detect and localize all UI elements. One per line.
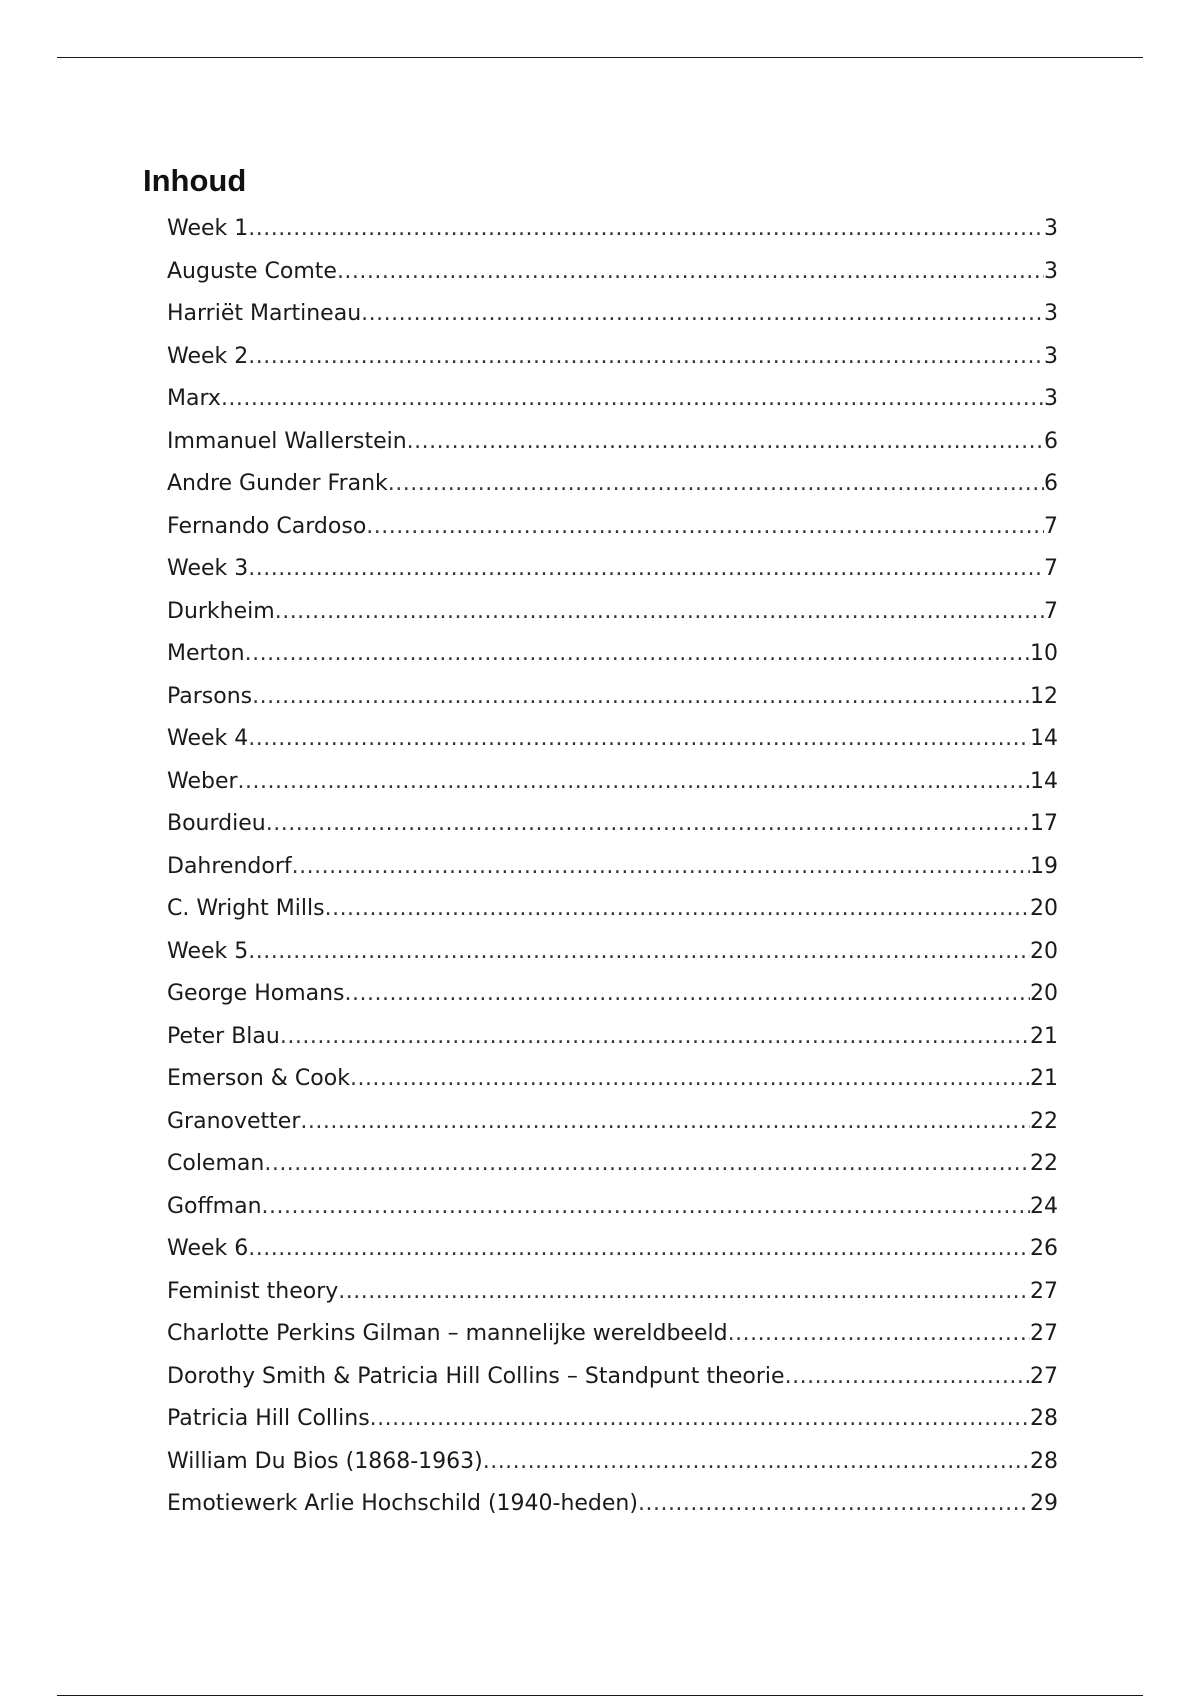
toc-dot-leader <box>350 1058 1030 1101</box>
toc-entry[interactable] <box>167 293 1058 336</box>
toc-entry-title: C. Wright Mills <box>167 896 325 921</box>
toc-entry-page-number: 3 <box>1044 301 1058 326</box>
toc-entry-title: William Du Bios (1868-1963) <box>167 1448 483 1474</box>
toc-entry-page-number: 3 <box>1044 258 1058 284</box>
toc-entry-page-number: 6 <box>1044 471 1058 496</box>
toc-entry[interactable] <box>167 633 1058 676</box>
toc-entry[interactable] <box>167 846 1058 889</box>
toc-entry[interactable] <box>167 1398 1058 1441</box>
toc-entry-title: Dahrendorf <box>167 853 292 879</box>
toc-entry-title: Week 4 <box>167 726 249 751</box>
toc-entry-page-number: 21 <box>1030 1023 1058 1049</box>
toc-dot-leader <box>483 1441 1030 1484</box>
toc-entry-title: Merton <box>167 641 245 666</box>
table-of-contents <box>143 162 1058 1526</box>
toc-entry-page-number: 20 <box>1030 938 1058 964</box>
toc-entry[interactable] <box>167 803 1058 846</box>
toc-entry-title: Immanuel Wallerstein <box>167 428 407 454</box>
toc-entry-page-number: 21 <box>1030 1066 1058 1091</box>
toc-entry-title: Fernando Cardoso <box>167 513 367 539</box>
toc-entry[interactable] <box>167 718 1058 761</box>
header-rule <box>57 57 1143 58</box>
toc-dot-leader <box>338 1271 1030 1314</box>
toc-dot-leader <box>366 506 1044 549</box>
toc-dot-leader <box>292 846 1030 889</box>
toc-entry-title: Harriët Martineau <box>167 301 362 326</box>
toc-entry-title: Auguste Comte <box>167 258 337 284</box>
toc-entry-title: Charlotte Perkins Gilman – mannelijke wereldbeeld <box>167 1321 728 1346</box>
toc-dot-leader <box>407 421 1044 464</box>
toc-dot-leader <box>248 1228 1030 1271</box>
toc-entry-title: Andre Gunder Frank <box>167 471 388 496</box>
toc-entry-page-number: 10 <box>1030 641 1058 666</box>
toc-entry[interactable] <box>167 506 1058 549</box>
toc-entry-title: Marx <box>167 386 221 411</box>
toc-entry[interactable] <box>167 251 1058 294</box>
toc-entry-page-number: 27 <box>1030 1321 1058 1346</box>
toc-entry[interactable] <box>167 761 1058 804</box>
toc-dot-leader <box>221 378 1044 421</box>
toc-dot-leader <box>325 888 1030 931</box>
toc-entry-title: Goffman <box>167 1193 262 1219</box>
toc-entry-title: George Homans <box>167 981 345 1006</box>
toc-dot-leader <box>238 761 1030 804</box>
toc-entry[interactable] <box>167 336 1058 379</box>
toc-entry[interactable] <box>167 548 1058 591</box>
toc-entry[interactable] <box>167 463 1058 506</box>
toc-entry-page-number: 3 <box>1044 386 1058 411</box>
toc-entry-title: Granovetter <box>167 1108 301 1134</box>
toc-entry-page-number: 28 <box>1030 1448 1058 1474</box>
toc-entry[interactable] <box>167 1143 1058 1186</box>
toc-entry[interactable] <box>167 421 1058 464</box>
toc-entry-title: Coleman <box>167 1151 265 1176</box>
toc-entry-page-number: 22 <box>1030 1108 1058 1134</box>
toc-entry[interactable] <box>167 1441 1058 1484</box>
toc-entry-page-number: 27 <box>1030 1363 1058 1389</box>
toc-entry-title: Week 1 <box>167 216 249 241</box>
toc-entry-page-number: 14 <box>1030 726 1058 751</box>
toc-entry-title: Weber <box>167 768 238 794</box>
toc-heading: Inhoud <box>143 163 247 198</box>
toc-entry[interactable] <box>167 1356 1058 1399</box>
toc-entry-title: Parsons <box>167 683 253 709</box>
toc-entry-page-number: 3 <box>1044 216 1058 241</box>
toc-entry[interactable] <box>167 378 1058 421</box>
toc-dot-leader <box>248 718 1030 761</box>
toc-dot-leader <box>728 1313 1030 1356</box>
toc-entry[interactable] <box>167 1058 1058 1101</box>
toc-entry[interactable] <box>167 888 1058 931</box>
toc-entry[interactable] <box>167 1101 1058 1144</box>
toc-dot-leader <box>300 1101 1030 1144</box>
toc-entry-page-number: 14 <box>1030 768 1058 794</box>
toc-entry-page-number: 7 <box>1044 513 1058 539</box>
toc-entry-title: Bourdieu <box>167 811 266 836</box>
toc-dot-leader <box>248 336 1044 379</box>
toc-dot-leader <box>248 208 1044 251</box>
toc-dot-leader <box>280 1016 1030 1059</box>
toc-entry-title: Peter Blau <box>167 1023 280 1049</box>
toc-list <box>143 208 1058 1526</box>
toc-entry-page-number: 20 <box>1030 896 1058 921</box>
toc-entry-page-number: 6 <box>1044 428 1058 454</box>
toc-entry[interactable] <box>167 1186 1058 1229</box>
footer-rule <box>57 1695 1143 1696</box>
toc-entry[interactable] <box>167 1313 1058 1356</box>
toc-entry[interactable] <box>167 1483 1058 1526</box>
toc-entry-page-number: 19 <box>1030 853 1058 879</box>
toc-entry[interactable] <box>167 676 1058 719</box>
toc-entry-title: Week 6 <box>167 1236 249 1261</box>
toc-dot-leader <box>248 548 1044 591</box>
toc-dot-leader <box>245 633 1030 676</box>
toc-dot-leader <box>388 463 1044 506</box>
toc-entry-title: Week 5 <box>167 938 249 964</box>
toc-dot-leader <box>248 931 1030 974</box>
toc-dot-leader <box>252 676 1030 719</box>
toc-entry[interactable] <box>167 973 1058 1016</box>
toc-entry-page-number: 3 <box>1044 343 1058 369</box>
toc-entry[interactable] <box>167 931 1058 974</box>
toc-dot-leader <box>638 1483 1030 1526</box>
toc-entry-title: Dorothy Smith & Patricia Hill Collins – Standpunt theorie <box>167 1363 785 1389</box>
toc-entry-title: Emerson & Cook <box>167 1066 350 1091</box>
toc-dot-leader <box>275 591 1044 634</box>
toc-dot-leader <box>337 251 1044 294</box>
toc-entry-page-number: 7 <box>1044 556 1058 581</box>
toc-dot-leader <box>262 1186 1030 1229</box>
toc-entry-title: Feminist theory <box>167 1278 339 1304</box>
toc-entry-page-number: 29 <box>1030 1491 1058 1516</box>
toc-entry[interactable] <box>167 1016 1058 1059</box>
toc-entry-title: Emotiewerk Arlie Hochschild (1940-heden) <box>167 1491 638 1516</box>
toc-entry-page-number: 28 <box>1030 1406 1058 1431</box>
toc-entry-page-number: 12 <box>1030 683 1058 709</box>
toc-entry[interactable] <box>167 208 1058 251</box>
toc-entry-title: Durkheim <box>167 598 275 624</box>
toc-entry[interactable] <box>167 1228 1058 1271</box>
toc-dot-leader <box>361 293 1044 336</box>
toc-dot-leader <box>370 1398 1030 1441</box>
toc-dot-leader <box>345 973 1030 1016</box>
toc-entry-page-number: 22 <box>1030 1151 1058 1176</box>
toc-entry-page-number: 7 <box>1044 598 1058 624</box>
toc-dot-leader <box>785 1356 1030 1399</box>
toc-entry-title: Week 2 <box>167 343 249 369</box>
toc-entry-page-number: 20 <box>1030 981 1058 1006</box>
toc-dot-leader <box>266 803 1030 846</box>
toc-entry-title: Patricia Hill Collins <box>167 1406 370 1431</box>
toc-entry-page-number: 17 <box>1030 811 1058 836</box>
toc-entry-page-number: 27 <box>1030 1278 1058 1304</box>
toc-entry[interactable] <box>167 1271 1058 1314</box>
toc-entry-page-number: 26 <box>1030 1236 1058 1261</box>
toc-entry[interactable] <box>167 591 1058 634</box>
toc-entry-title: Week 3 <box>167 556 249 581</box>
toc-dot-leader <box>264 1143 1030 1186</box>
toc-entry-page-number: 24 <box>1030 1193 1058 1219</box>
